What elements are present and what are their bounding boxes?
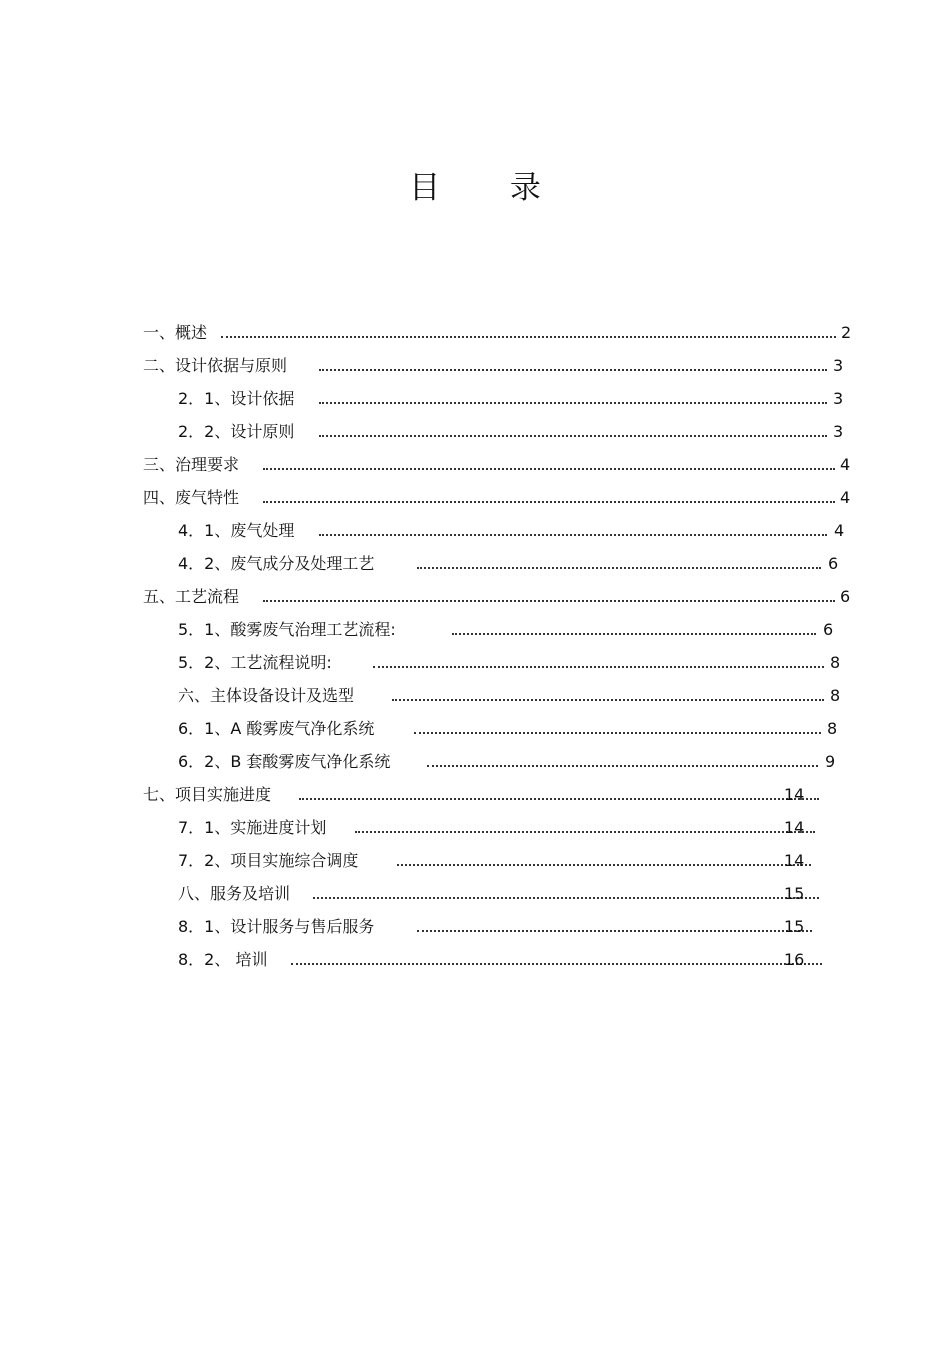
toc-leader: [355, 831, 815, 833]
toc-entry-page: 15: [784, 884, 805, 903]
toc-leader: [263, 600, 835, 602]
toc-leader: [291, 963, 822, 965]
toc-entry-page: 4: [840, 455, 851, 474]
toc-entry-page: 2: [841, 323, 852, 342]
toc-leader: [319, 369, 827, 371]
toc-entry[interactable]: [178, 747, 853, 777]
toc-entry-page: 6: [828, 554, 839, 573]
toc-entry-label: 5．1、酸雾废气治理工艺流程:: [178, 620, 396, 639]
toc-leader: [313, 897, 819, 899]
toc-entry[interactable]: [178, 879, 853, 909]
toc-entry[interactable]: [178, 945, 853, 975]
toc-entry-page: 14: [784, 785, 805, 804]
toc-leader: [263, 501, 835, 503]
toc-entry[interactable]: [143, 483, 853, 513]
toc-entry-label: 六、主体设备设计及选型: [178, 686, 355, 705]
toc-entry[interactable]: [178, 384, 853, 414]
toc-entry-page: 3: [833, 356, 844, 375]
toc-entry-label: 五、工艺流程: [143, 587, 240, 606]
toc-entry-label: 5．2、工艺流程说明:: [178, 653, 332, 672]
toc-entry[interactable]: [178, 714, 853, 744]
toc-entry-page: 8: [830, 653, 841, 672]
toc-entry[interactable]: [178, 516, 853, 546]
toc-leader: [221, 336, 836, 338]
toc-entry-label: 2．1、设计依据: [178, 389, 295, 408]
toc-entry-page: 9: [825, 752, 836, 771]
toc-entry[interactable]: [178, 681, 853, 711]
toc-entry-label: 2．2、设计原则: [178, 422, 295, 441]
toc-entry-page: 4: [840, 488, 851, 507]
toc-entry-label: 4．2、废气成分及处理工艺: [178, 554, 375, 573]
toc-leader: [417, 567, 821, 569]
toc-entry[interactable]: [178, 846, 853, 876]
toc-entry-page: 6: [823, 620, 834, 639]
toc-entry-label: 6．2、B 套酸雾废气净化系统: [178, 752, 391, 771]
toc-entry-label: 二、设计依据与原则: [143, 356, 288, 375]
toc-entry-page: 3: [833, 422, 844, 441]
toc-leader: [299, 798, 819, 800]
toc-entry[interactable]: [143, 582, 853, 612]
toc-entry-label: 一、概述: [143, 323, 208, 342]
toc-entry[interactable]: [178, 549, 853, 579]
toc-entry-label: 三、治理要求: [143, 455, 240, 474]
toc-leader: [319, 402, 827, 404]
toc-entry-label: 8．1、设计服务与售后服务: [178, 917, 375, 936]
toc-leader: [427, 765, 818, 767]
toc-entry-page: 4: [834, 521, 845, 540]
toc-leader: [414, 732, 821, 734]
toc-entry-label: 7．1、实施进度计划: [178, 818, 327, 837]
toc-entry-page: 6: [840, 587, 851, 606]
toc-entry-page: 14: [784, 851, 805, 870]
toc-leader: [373, 666, 824, 668]
toc-entry[interactable]: [178, 912, 853, 942]
toc-leader: [397, 864, 811, 866]
toc-entry-page: 8: [827, 719, 838, 738]
toc-leader: [319, 534, 827, 536]
toc-leader: [263, 468, 835, 470]
toc-leader: [452, 633, 816, 635]
toc-entry-label: 八、服务及培训: [178, 884, 291, 903]
toc-entry[interactable]: [143, 450, 853, 480]
page-title: 目 录: [409, 170, 571, 206]
toc-entry[interactable]: [178, 813, 853, 843]
toc-entry-label: 4．1、废气处理: [178, 521, 295, 540]
toc-entry[interactable]: [143, 318, 853, 348]
toc-entry-page: 14: [784, 818, 805, 837]
toc-entry-label: 七、项目实施进度: [143, 785, 272, 804]
toc-entry[interactable]: [178, 417, 853, 447]
toc-leader: [392, 699, 824, 701]
toc-entry-page: 8: [830, 686, 841, 705]
toc-entry-page: 3: [833, 389, 844, 408]
toc-entry-page: 15: [784, 917, 805, 936]
toc-leader: [319, 435, 827, 437]
toc-entry-label: 四、废气特性: [143, 488, 240, 507]
toc-entry[interactable]: [143, 780, 853, 810]
toc-entry-label: 6．1、A 酸雾废气净化系统: [178, 719, 375, 738]
toc-leader: [417, 930, 812, 932]
toc-entry-label: 7．2、项目实施综合调度: [178, 851, 359, 870]
toc-entry[interactable]: [178, 615, 853, 645]
toc-entry[interactable]: [178, 648, 853, 678]
toc-entry-label: 8．2、 培训: [178, 950, 268, 969]
toc-entry[interactable]: [143, 351, 853, 381]
toc-entry-page: 16: [784, 950, 805, 969]
